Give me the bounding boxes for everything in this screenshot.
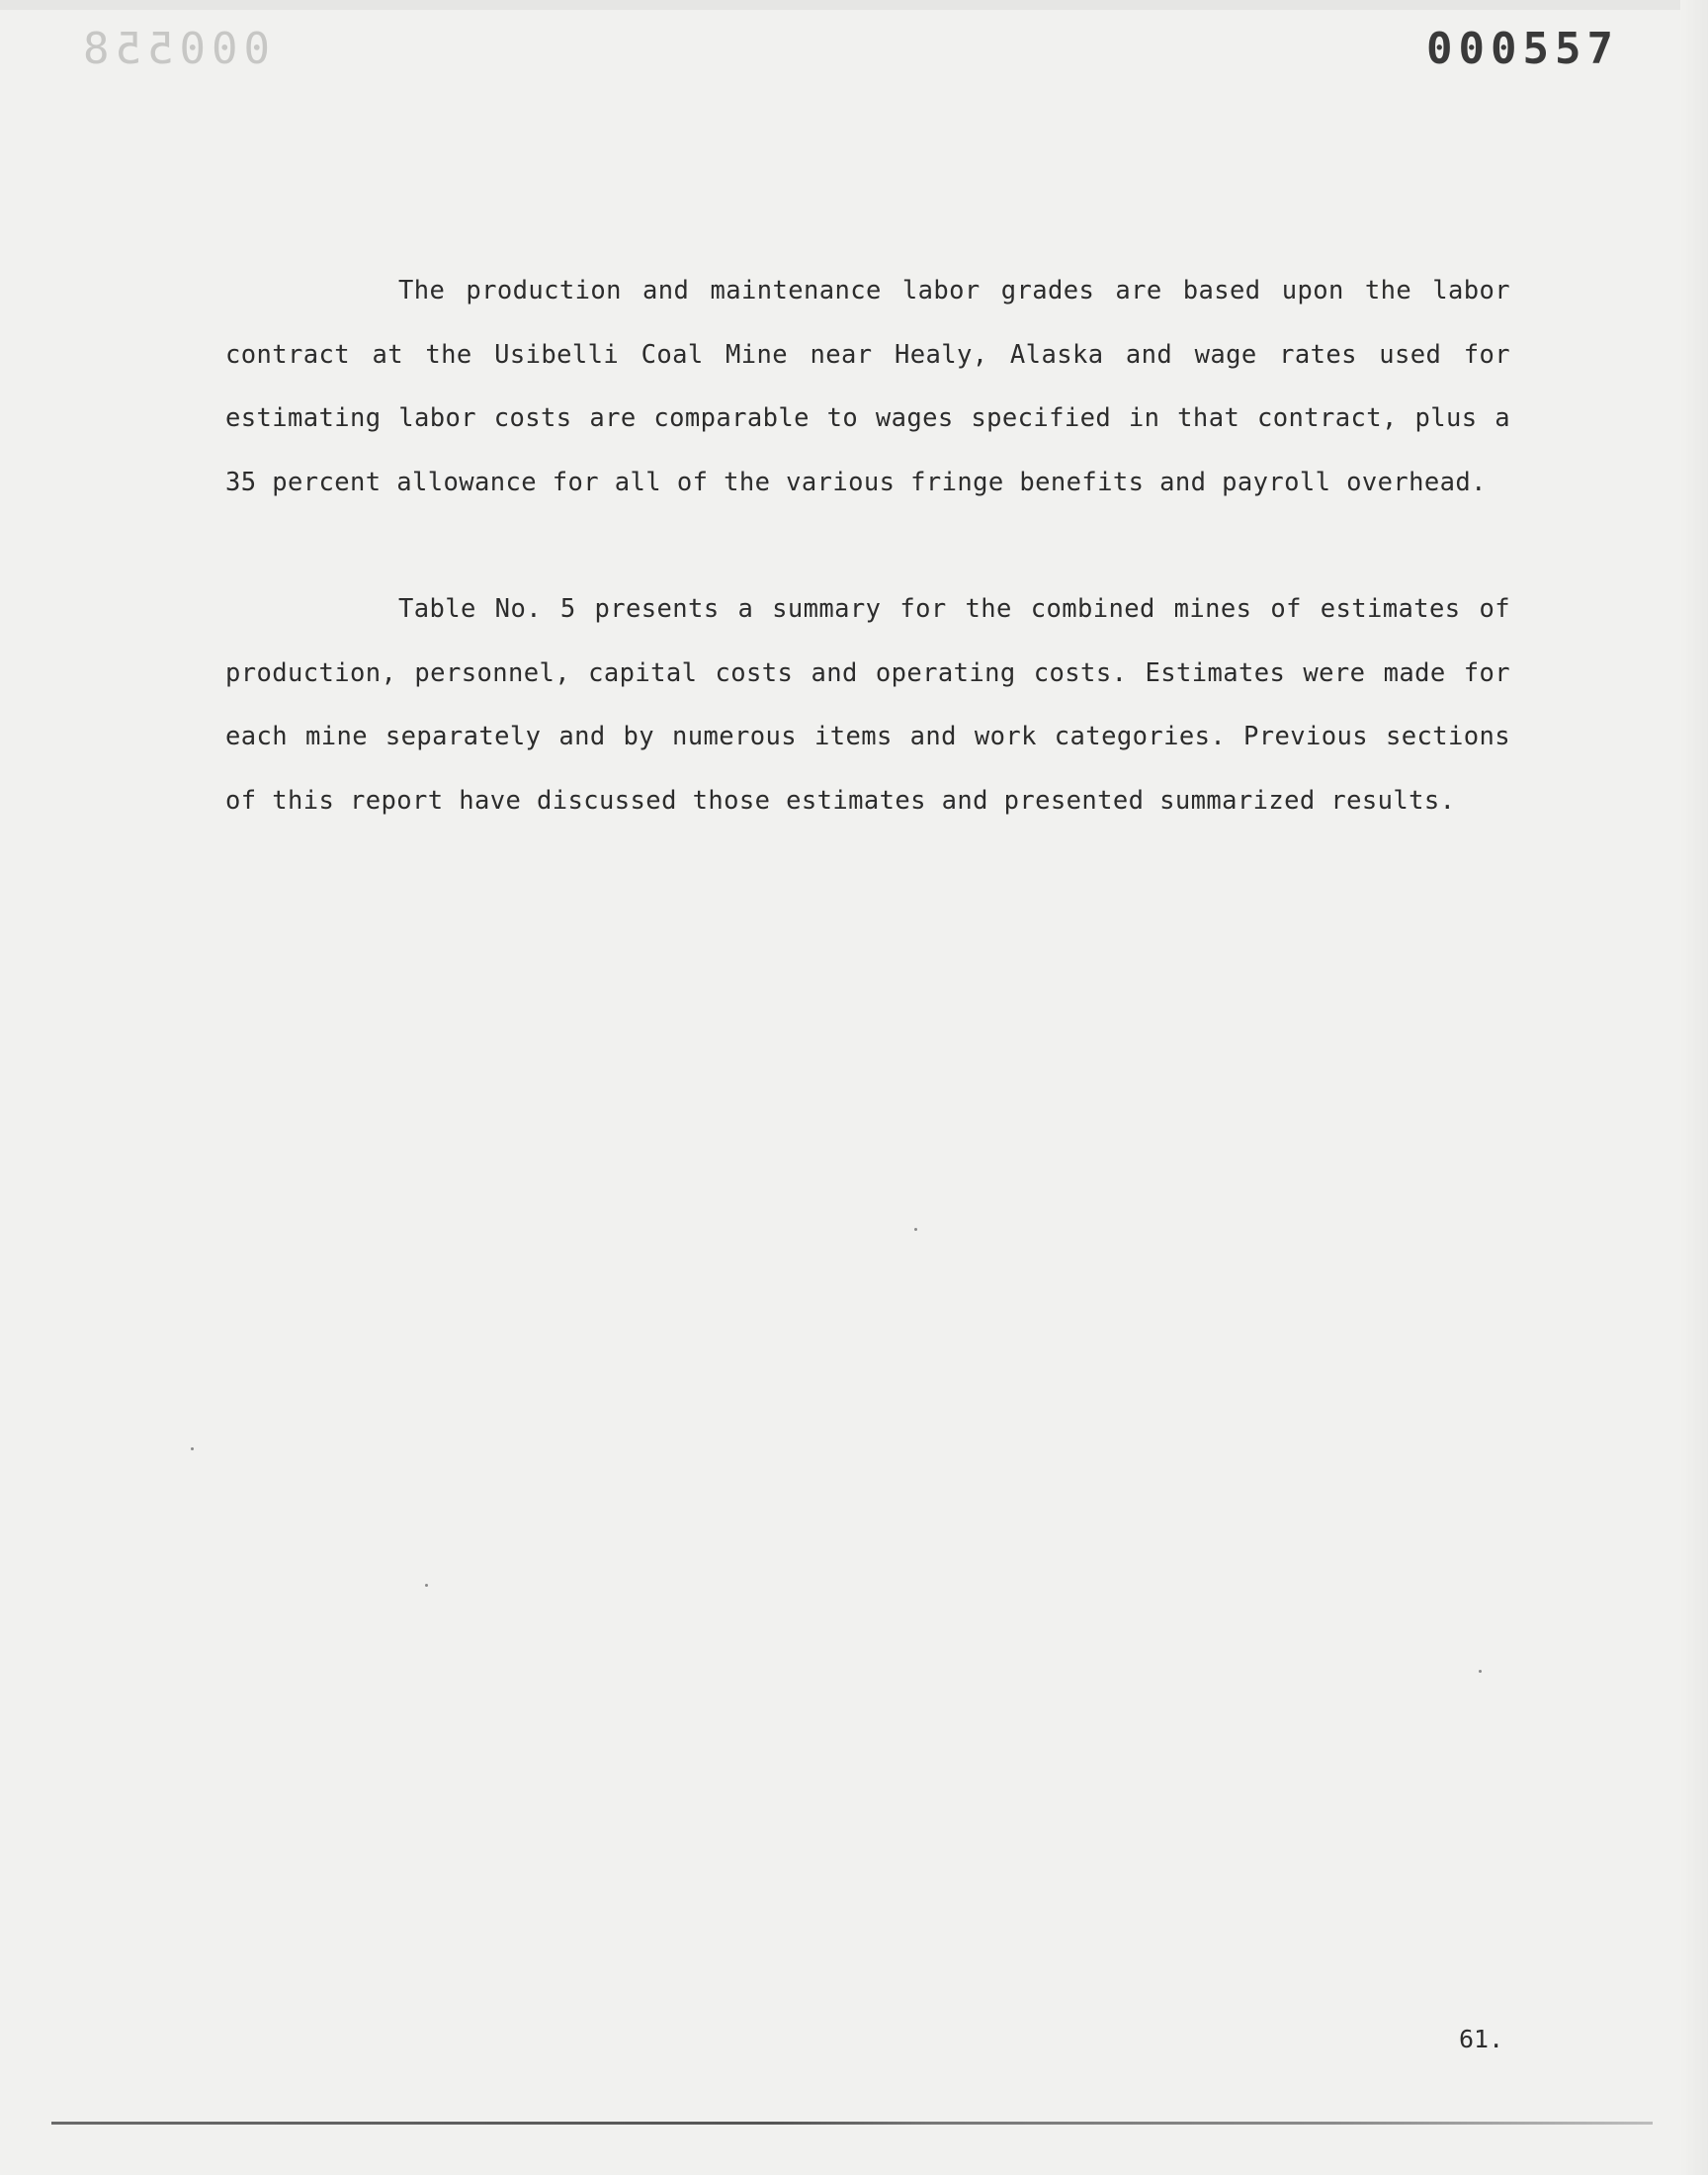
scan-speck <box>191 1447 194 1450</box>
scan-speck <box>425 1584 428 1587</box>
page-number: 61. <box>1459 2025 1504 2053</box>
bottom-rule <box>51 2122 1653 2125</box>
page-right-edge <box>1680 0 1708 2175</box>
page-top-edge <box>0 0 1708 10</box>
paragraph-labor-grades: The production and maintenance labor grades are based upon the labor contract at the Usibelli Coal Mine near Healy, Alaska and wage rates used for estimating labor costs are comparable to wages specified in that contract, plus a 35 percent allowance for all of the various fringe benefits and payroll overhead. <box>225 276 1510 497</box>
body-text <box>225 259 1510 832</box>
bleed-through-stamp: 000558 <box>77 24 270 74</box>
scan-speck <box>1479 1670 1482 1673</box>
scan-speck <box>914 1228 917 1231</box>
document-control-number: 000557 <box>1426 24 1619 74</box>
paragraph-table-summary: Table No. 5 presents a summary for the combined mines of estimates of production, personnel, capital costs and operating costs. Estimates were made for each mine separately and by numerous items and work categories. Previous sections of this report have discussed those estimates and presented summarized results. <box>225 594 1510 816</box>
